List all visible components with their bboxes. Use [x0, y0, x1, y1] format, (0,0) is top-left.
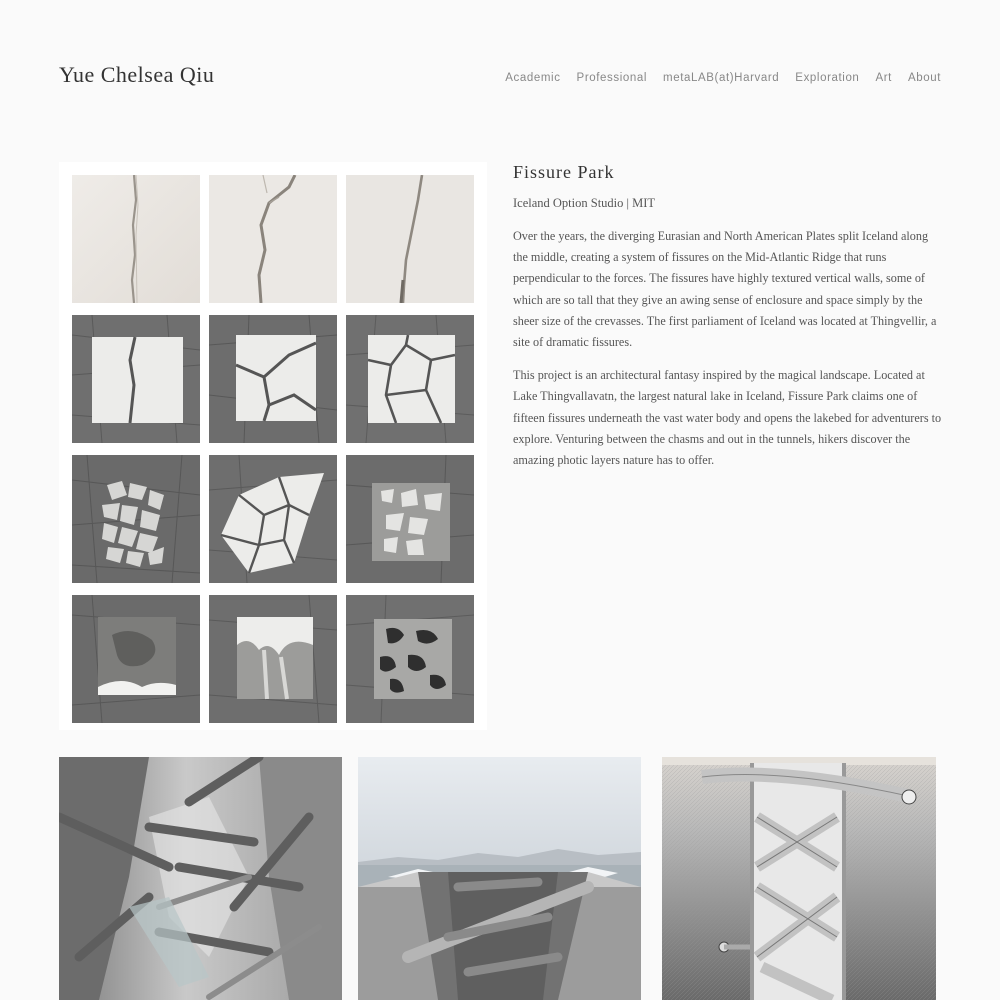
main-nav — [505, 72, 941, 84]
nav-professional[interactable]: Professional — [576, 72, 648, 84]
shattered-slab-photo-1 — [72, 455, 200, 583]
slab-crack-photo-2 — [209, 315, 337, 443]
nav-metalab[interactable]: metaLAB(at)Harvard — [663, 72, 780, 84]
description-paragraph-2: This project is an architectural fantasy inspired by the magical landscape. Located at Lake Thingvallavatn, the largest natural lake in Iceland, Fissure Park claims one of fifteen fissures underneath the vast water body and opens the lakebed for adventurers to explore. Venturing between the chasms and out in the tunnels, hikers discover the amazing photic layers nature has to offer. — [513, 368, 942, 468]
paper-crack-photo-3 — [346, 175, 474, 303]
fissure-section-drawing[interactable] — [662, 757, 936, 1000]
nav-art[interactable]: Art — [875, 72, 892, 84]
fissure-sample-photo-grid[interactable] — [59, 162, 487, 730]
nav-about[interactable]: About — [907, 72, 941, 84]
nav-exploration[interactable]: Exploration — [795, 72, 860, 84]
fissure-interior-rendering[interactable] — [59, 757, 342, 1000]
paper-crack-photo-1 — [72, 175, 200, 303]
project-description — [513, 226, 943, 483]
cast-block-photo-1 — [72, 595, 200, 723]
cast-block-photo-2 — [209, 595, 337, 723]
project-title: Fissure Park — [513, 162, 615, 182]
lake-fissure-rendering[interactable] — [358, 757, 641, 1000]
shattered-slab-photo-3 — [346, 455, 474, 583]
nav-academic[interactable]: Academic — [505, 72, 561, 84]
slab-crack-photo-1 — [72, 315, 200, 443]
site-title[interactable]: Yue Chelsea Qiu — [59, 62, 215, 87]
shattered-slab-photo-2 — [209, 455, 337, 583]
paper-crack-photo-2 — [209, 175, 337, 303]
slab-crack-photo-3 — [346, 315, 474, 443]
description-paragraph-1: Over the years, the diverging Eurasian and North American Plates split Iceland along the middle, creating a system of fissures on the Mid-Atlantic Ridge that runs perpendicular to the forces. The fissures have highly textured vertical walls, some of which are so tall that they give an awing sense of enclosure and space simply by the sheer size of the crevasses. The first parliament of Iceland was located at Thingvellir, a site of dramatic fissures. — [513, 229, 937, 350]
project-subtitle: Iceland Option Studio | MIT — [513, 196, 656, 210]
cast-block-photo-3 — [346, 595, 474, 723]
